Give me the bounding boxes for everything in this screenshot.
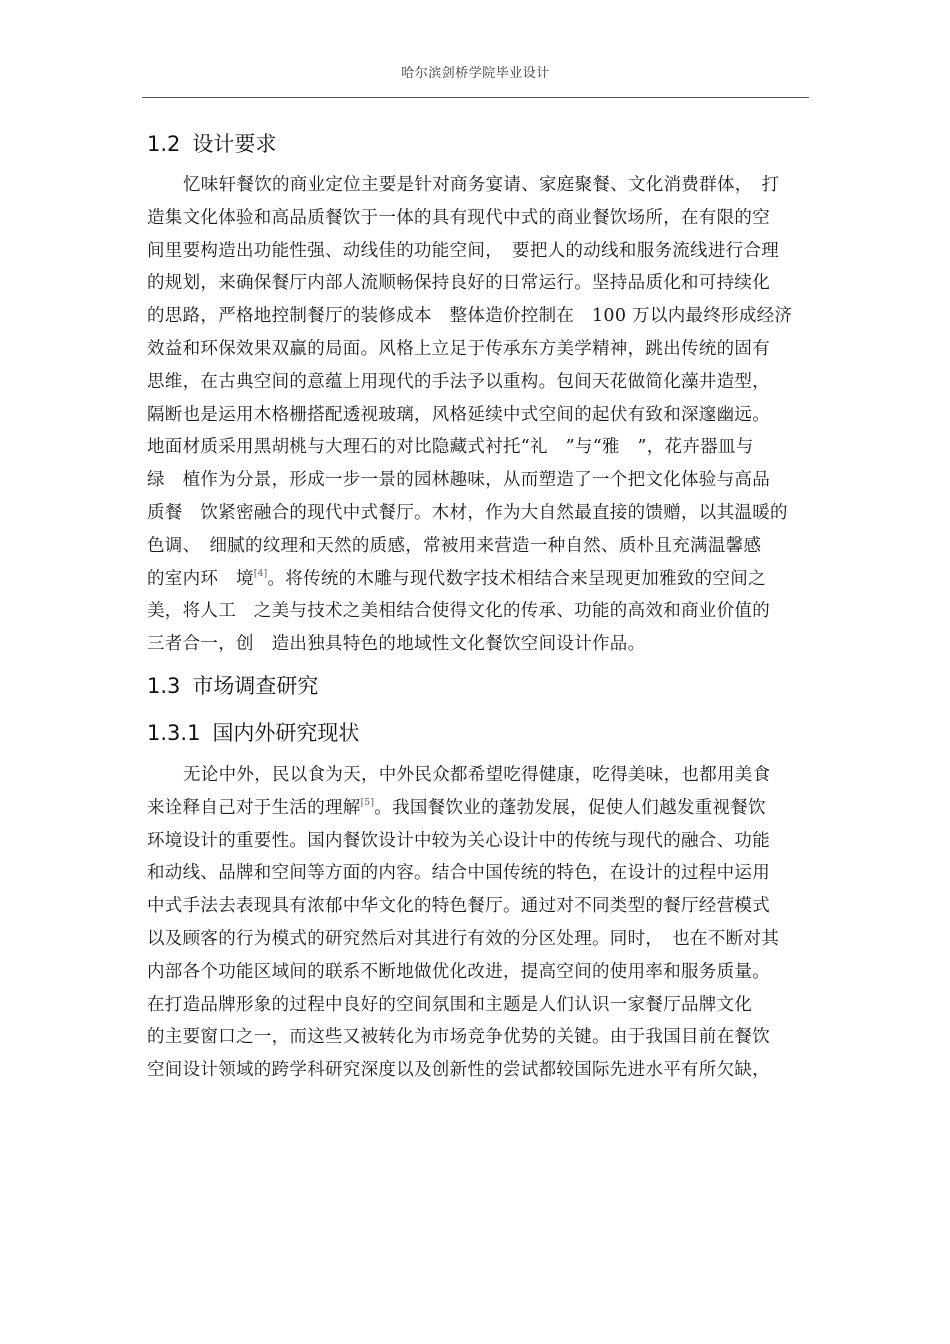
text-line: 内部各个功能区域间的联系不断地做优化改进，提高空间的使用率和服务质量。 xyxy=(147,961,770,982)
text-line: 三者合一，创 造出独具特色的地域性文化餐饮空间设计作品。 xyxy=(147,634,646,655)
text-line: 的思路，严格地控制餐厅的装修成本 整体造价控制在 100 万以内最终形成经济 xyxy=(147,306,793,327)
section-heading-1-3-1 xyxy=(147,718,359,748)
text-line: 美，将人工 之美与技术之美相结合使得文化的传承、功能的高效和商业价值的 xyxy=(147,601,770,622)
text-line: 质餐 饮紧密融合的现代中式餐厅。木材，作为大自然最直接的馈赠，以其温暖的 xyxy=(147,502,788,523)
text-line: 间里要构造出功能性强、动线佳的功能空间， 要把人的动线和服务流线进行合理 xyxy=(147,240,780,261)
text-line: 中式手法去表现具有浓郁中华文化的特色餐厅。通过对不同类型的餐厅经营模式 xyxy=(147,896,770,917)
header-divider xyxy=(142,97,809,98)
section-number: 1.3 xyxy=(147,674,181,698)
paragraph-research-status xyxy=(147,759,813,1087)
section-heading-1-2 xyxy=(147,129,276,159)
citation-ref-5: [5] xyxy=(360,797,375,808)
section-title: 市场调查研究 xyxy=(192,674,319,698)
text-line: 空间设计领域的跨学科研究深度以及创新性的尝试都较国际先进水平有所欠缺， xyxy=(147,1060,770,1081)
section-heading-1-3 xyxy=(147,671,318,701)
text-line: 和动线、品牌和空间等方面的内容。结合中国传统的特色，在设计的过程中运用 xyxy=(147,863,770,884)
text-line: 无论中外，民以食为天，中外民众都希望吃得健康，吃得美味，也都用美食 xyxy=(183,765,771,785)
text-segment: 。我国餐饮业的蓬勃发展，促使人们越发重视餐饮 xyxy=(374,797,766,818)
text-line: 环境设计的重要性。国内餐饮设计中较为关心设计中的传统与现代的融合、功能 xyxy=(147,830,770,851)
paragraph-design-requirements xyxy=(147,169,813,661)
section-title: 设计要求 xyxy=(192,132,277,156)
text-line: 在打造品牌形象的过程中良好的空间氛围和主题是人们认识一家餐厅品牌文化 xyxy=(147,994,753,1015)
text-line: 忆味轩餐饮的商业定位主要是针对商务宴请、家庭聚餐、文化消费群体， 打 xyxy=(183,175,780,195)
text-line: 色调、 细腻的纹理和天然的质感，常被用来营造一种自然、质朴且充满温馨感 xyxy=(147,535,762,556)
text-segment: 来诠释自己对于生活的理解 xyxy=(147,797,361,818)
text-line: 隔断也是运用木格栅搭配透视玻璃，风格延续中式空间的起伏有致和深邃幽远。 xyxy=(147,404,770,425)
section-title: 国内外研究现状 xyxy=(212,721,360,745)
citation-ref-4: [4] xyxy=(253,568,268,579)
page-header: 哈尔滨剑桥学院毕业设计 xyxy=(401,66,550,81)
text-line-with-citation xyxy=(147,563,813,596)
text-line-with-citation xyxy=(147,792,813,825)
text-line: 的规划，来确保餐厅内部人流顺畅保持良好的日常运行。坚持品质化和可持续化 xyxy=(147,273,770,294)
text-line: 以及顾客的行为模式的研究然后对其进行有效的分区处理。同时， 也在不断对其 xyxy=(147,928,780,949)
section-number: 1.2 xyxy=(147,132,181,156)
text-segment: 。将传统的木雕与现代数字技术相结合来呈现更加雅致的空间之 xyxy=(267,568,766,589)
text-line: 的主要窗口之一，而这些又被转化为市场竞争优势的关键。由于我国目前在餐饮 xyxy=(147,1027,770,1048)
text-segment: 的室内环 境 xyxy=(147,568,254,589)
text-line: 地面材质采用黑胡桃与大理石的对比隐藏式衬托“礼 ”与“雅 ”，花卉器皿与 xyxy=(147,437,754,458)
section-number: 1.3.1 xyxy=(147,721,201,745)
text-line: 绿 植作为分景，形成一步一景的园林趣味，从而塑造了一个把文化体验与高品 xyxy=(147,470,770,491)
text-line: 思维，在古典空间的意蕴上用现代的手法予以重构。包间天花做简化藻井造型， xyxy=(147,371,770,392)
text-line: 造集文化体验和高品质餐饮于一体的具有现代中式的商业餐饮场所，在有限的空 xyxy=(147,207,770,228)
text-line: 效益和环保效果双赢的局面。风格上立足于传承东方美学精神，跳出传统的固有 xyxy=(147,338,770,359)
